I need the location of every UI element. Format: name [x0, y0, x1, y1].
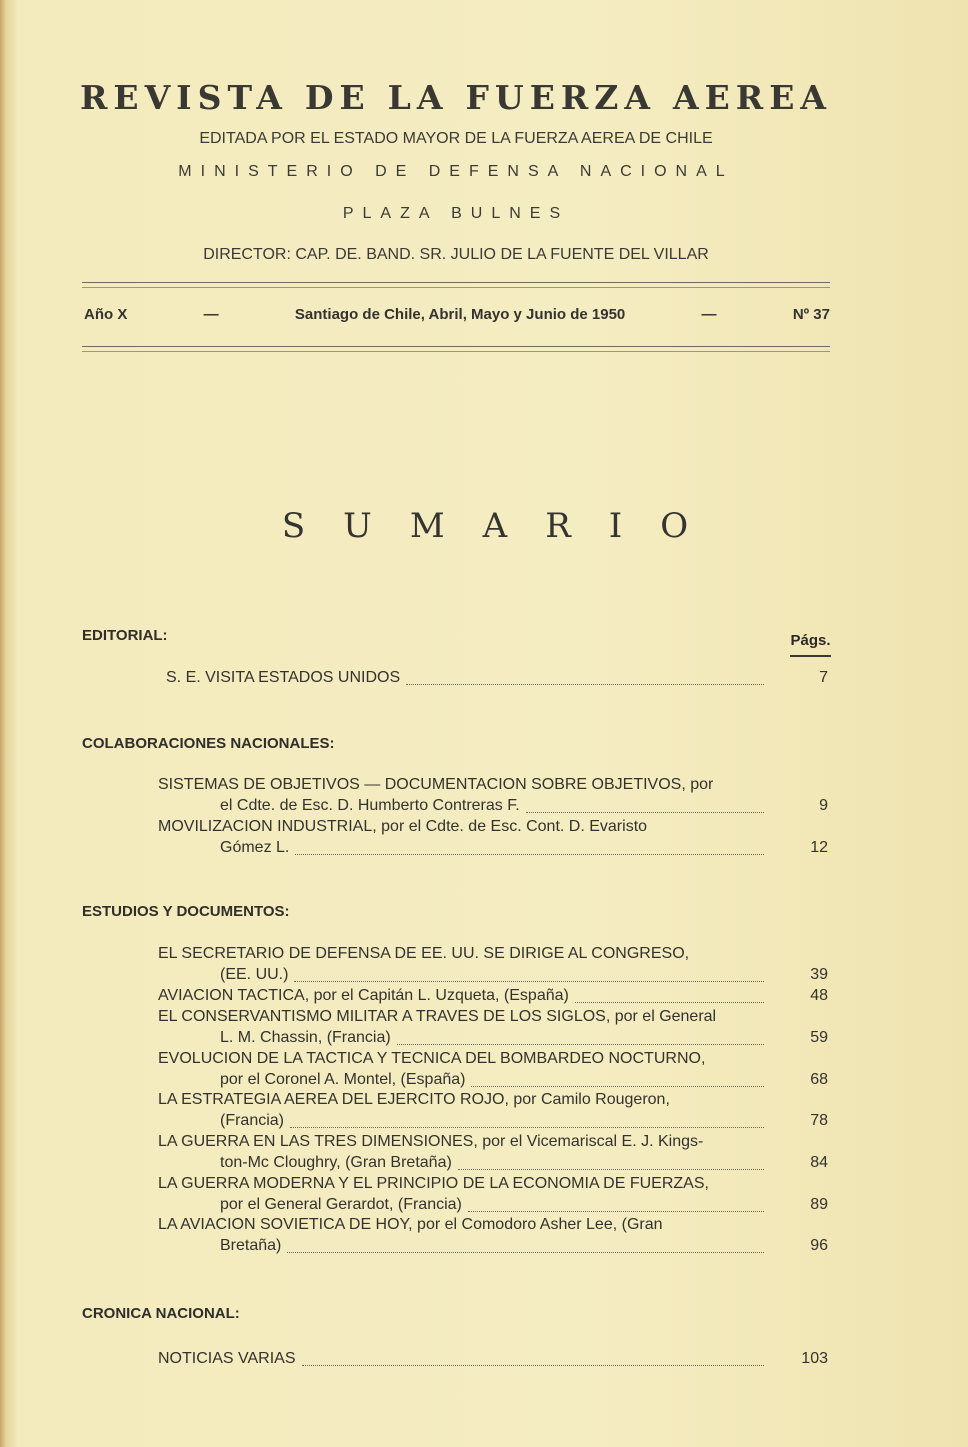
divider: [82, 346, 830, 347]
entry-author: Gómez L.: [220, 839, 290, 856]
entry-page: 59: [810, 1029, 828, 1046]
entry-title: S. E. VISITA ESTADOS UNIDOS: [166, 669, 401, 686]
toc-entry: [158, 818, 830, 860]
title-word: AEREA: [673, 78, 832, 117]
entry-page: 7: [819, 669, 828, 686]
entry-title: EVOLUCION DE LA TACTICA Y TECNICA DEL BOMBARDEO NOCTURNO,: [158, 1050, 706, 1067]
dot-leader: [471, 1086, 764, 1087]
title-word: LA: [387, 78, 449, 117]
section-heading: ESTUDIOS Y DOCUMENTOS:: [82, 903, 290, 920]
entry-page: 84: [810, 1154, 828, 1171]
entry-title: EL SECRETARIO DE DEFENSA DE EE. UU. SE DIRIGE AL CONGRESO,: [158, 945, 690, 962]
toc-entry: [158, 1216, 830, 1258]
issue-info: [84, 306, 830, 323]
dot-leader: [290, 1127, 764, 1128]
divider: [82, 351, 830, 352]
dot-leader: [294, 981, 764, 982]
divider: [82, 287, 830, 288]
toc-entry: [158, 1350, 830, 1371]
entry-page: 103: [801, 1350, 828, 1367]
dot-leader: [287, 1252, 764, 1253]
director-line: DIRECTOR: CAP. DE. BAND. SR. JULIO DE LA FUENTE DEL VILLAR: [203, 246, 709, 263]
entry-author: L. M. Chassin, (Francia): [220, 1029, 391, 1046]
entry-title: LA GUERRA MODERNA Y EL PRINCIPIO DE LA ECONOMIA DE FUERZAS,: [158, 1175, 709, 1192]
summary-title: SUMARIO: [281, 506, 727, 546]
issue-year: Año X: [84, 306, 128, 323]
issue-dash: —: [701, 306, 717, 323]
issue-dash: —: [203, 306, 219, 323]
entry-page: 68: [810, 1071, 828, 1088]
section-heading: COLABORACIONES NACIONALES:: [82, 735, 335, 752]
editor-line: EDITADA POR EL ESTADO MAYOR DE LA FUERZA AEREA DE CHILE: [199, 130, 713, 147]
entry-title: LA AVIACION SOVIETICA DE HOY, por el Comodoro Asher Lee, (Gran: [158, 1216, 663, 1233]
entry-author: por el General Gerardot, (Francia): [220, 1196, 462, 1213]
toc-entry: [158, 1175, 830, 1217]
entry-page: 48: [810, 987, 828, 1004]
title-word: FUERZA: [465, 78, 656, 117]
toc-entry: [158, 987, 830, 1008]
entry-page: 12: [810, 839, 828, 856]
entry-title: LA GUERRA EN LAS TRES DIMENSIONES, por el Vicemariscal E. J. Kings-: [158, 1133, 704, 1150]
entry-page: 9: [819, 797, 828, 814]
entry-author: por el Coronel A. Montel, (España): [220, 1071, 466, 1088]
divider: [82, 282, 830, 283]
entry-title: SISTEMAS DE OBJETIVOS — DOCUMENTACION SOBRE OBJETIVOS, por: [158, 776, 714, 793]
dot-leader: [468, 1211, 764, 1212]
entry-title: NOTICIAS VARIAS: [158, 1350, 296, 1367]
dot-leader: [302, 1365, 764, 1366]
section-heading: EDITORIAL:: [82, 627, 168, 644]
entry-title: EL CONSERVANTISMO MILITAR A TRAVES DE LOS SIGLOS, por el General: [158, 1008, 717, 1025]
dot-leader: [397, 1044, 764, 1045]
magazine-title: [80, 78, 832, 117]
dot-leader: [458, 1169, 764, 1170]
toc-entry: [158, 776, 830, 818]
toc-entry: [158, 1091, 830, 1133]
toc-entry: [158, 1133, 830, 1175]
entry-author: Bretaña): [220, 1237, 282, 1254]
dot-leader: [575, 1002, 764, 1003]
entry-page: 89: [810, 1196, 828, 1213]
ministry-line: MINISTERIO DE DEFENSA NACIONAL: [178, 163, 734, 180]
title-word: REVISTA: [80, 78, 288, 117]
entry-author: (EE. UU.): [220, 966, 289, 983]
dot-leader: [406, 684, 764, 685]
entry-page: 78: [810, 1112, 828, 1129]
toc-entry: [158, 669, 830, 690]
section-heading: CRONICA NACIONAL:: [82, 1305, 240, 1322]
toc-entry: [158, 1050, 830, 1092]
entry-title: MOVILIZACION INDUSTRIAL, por el Cdte. de Esc. Cont. D. Evaristo: [158, 818, 648, 835]
entry-page: 96: [810, 1237, 828, 1254]
entry-author: el Cdte. de Esc. D. Humberto Contreras F.: [220, 797, 520, 814]
address-line: PLAZA BULNES: [342, 205, 570, 222]
entry-author: (Francia): [220, 1112, 285, 1129]
pages-column-header: Págs.: [790, 632, 831, 657]
issue-date: Santiago de Chile, Abril, Mayo y Junio de 1950: [294, 306, 626, 323]
dot-leader: [295, 854, 764, 855]
entry-page: 39: [810, 966, 828, 983]
entry-title: AVIACION TACTICA, por el Capitán L. Uzqueta, (España): [158, 987, 569, 1004]
entry-author: ton-Mc Cloughry, (Gran Bretaña): [220, 1154, 452, 1171]
issue-number: Nº 37: [792, 306, 830, 323]
entry-title: LA ESTRATEGIA AEREA DEL EJERCITO ROJO, por Camilo Rougeron,: [158, 1091, 670, 1108]
toc-entry: [158, 1008, 830, 1050]
title-word: DE: [304, 78, 371, 117]
toc-entry: [158, 945, 830, 987]
dot-leader: [526, 812, 764, 813]
